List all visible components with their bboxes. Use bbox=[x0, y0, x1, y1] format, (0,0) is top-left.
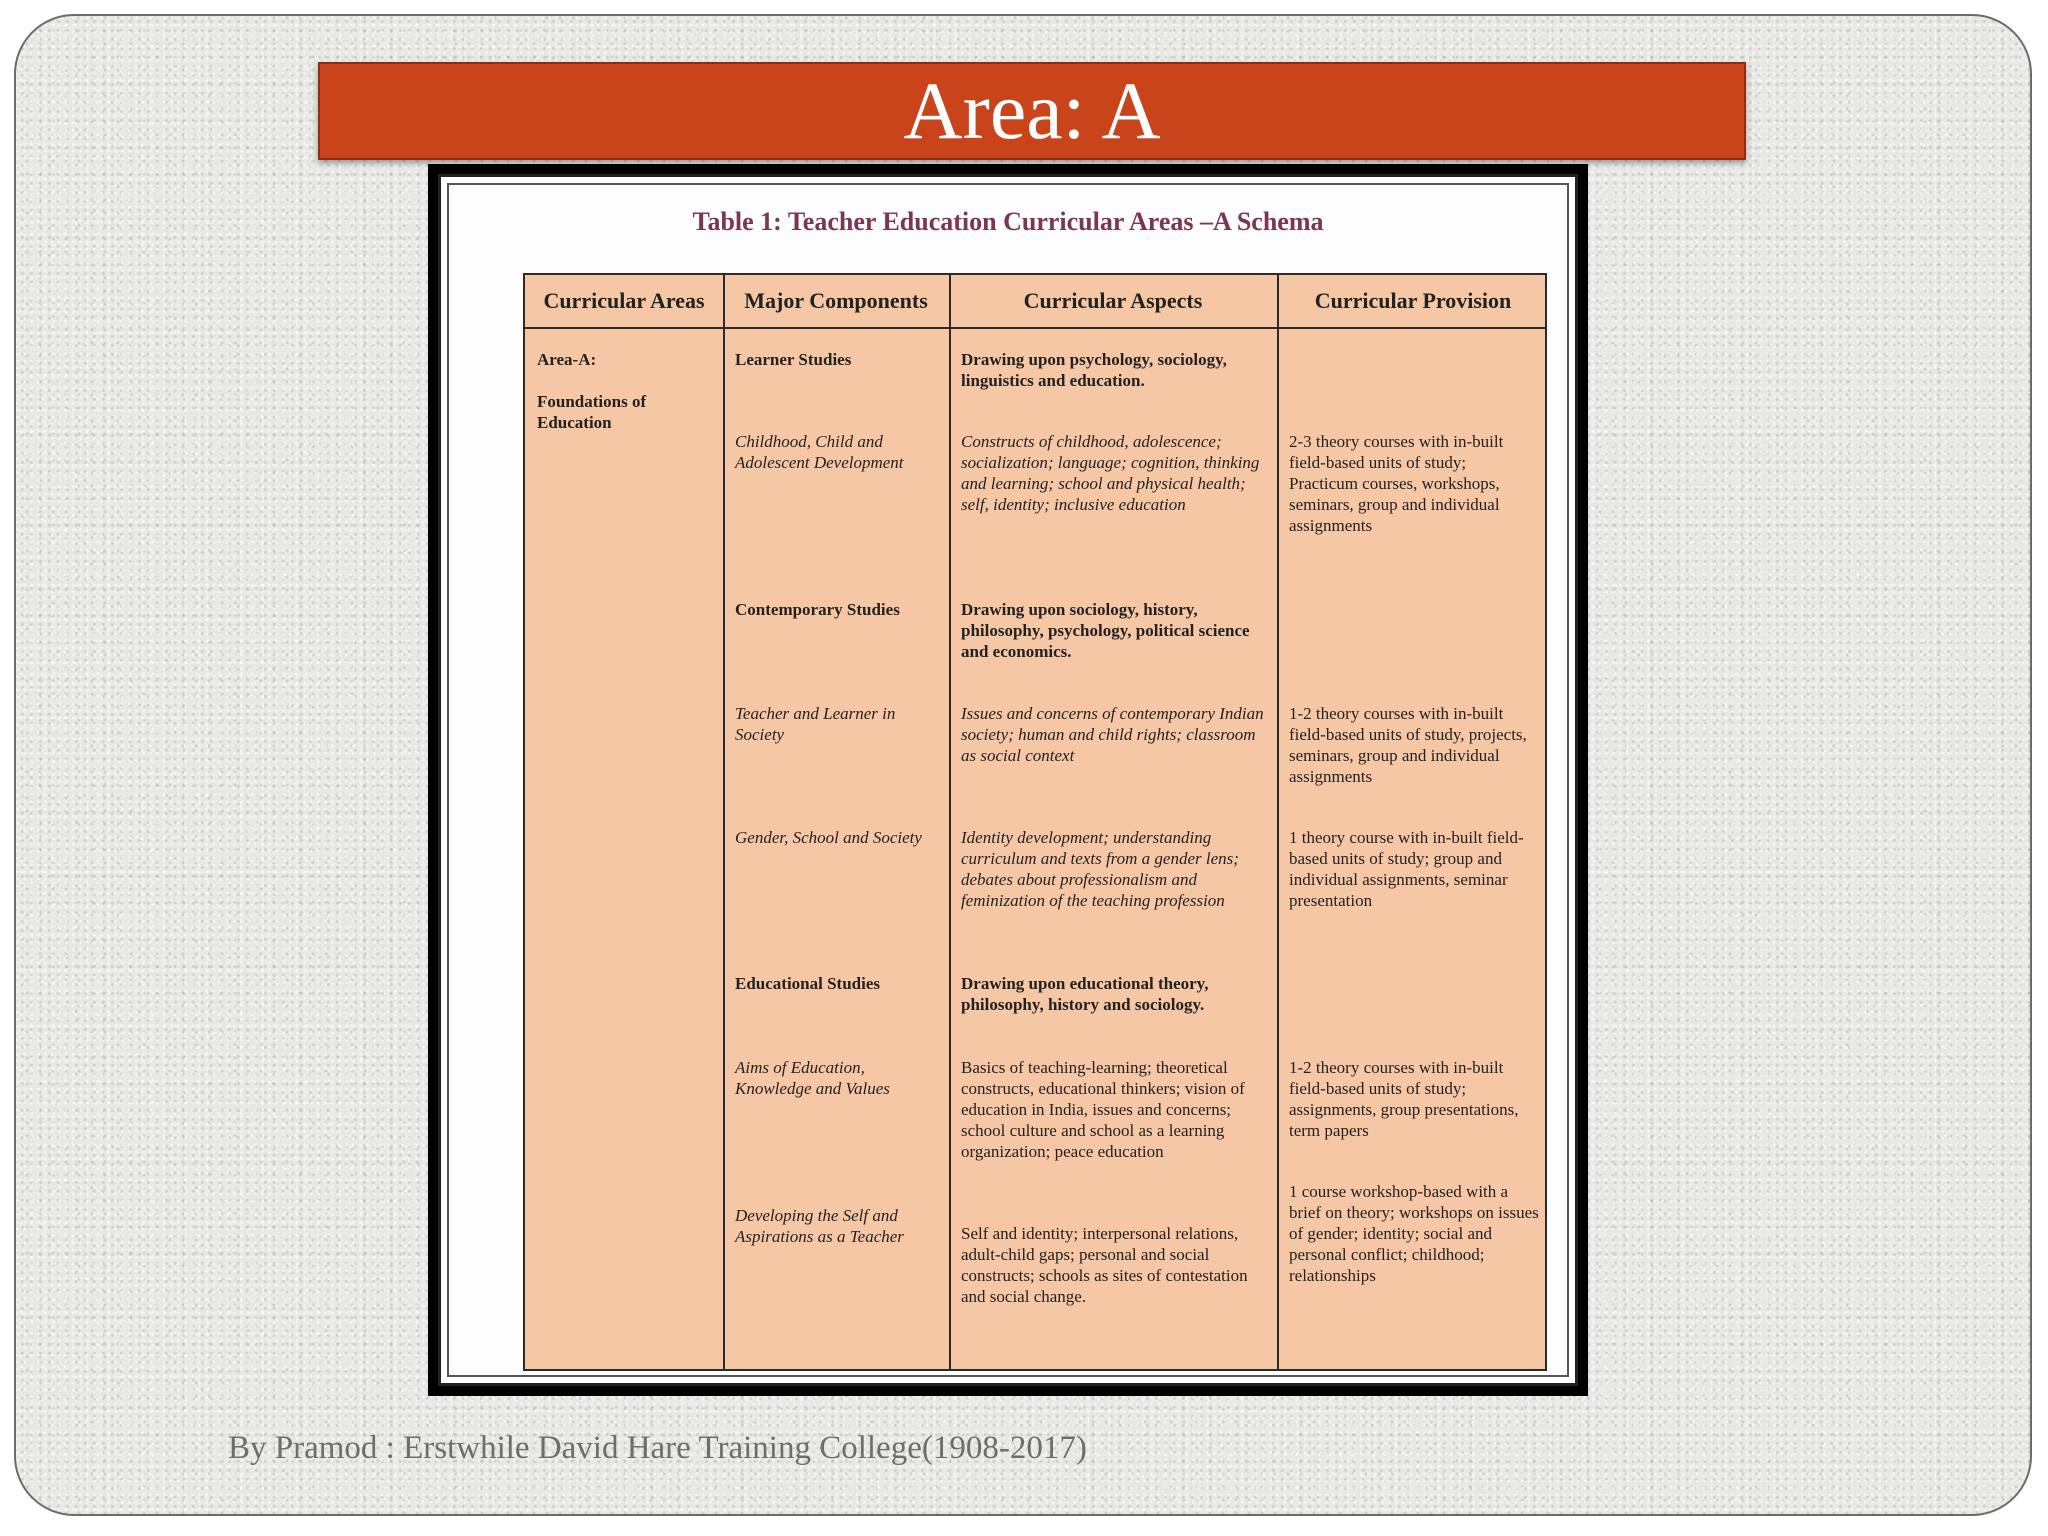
area-label: Area-A: bbox=[537, 350, 597, 369]
table-row-3-provision: 1-2 theory courses with in-built field-based units of study, projects, seminars, group and individual assignments bbox=[1289, 704, 1527, 786]
table-caption: Table 1: Teacher Education Curricular Areas –A Schema bbox=[692, 207, 1324, 236]
slide-title: Area: A bbox=[903, 65, 1161, 156]
table-row-7-provision: 1 course workshop-based with a brief on theory; workshops on issues of gender; identity; social and personal conflict; childhood; relationships bbox=[1289, 1182, 1539, 1285]
table-row-6-component: Aims of Education, Knowledge and Values bbox=[735, 1058, 890, 1098]
table-row-0-aspects: Drawing upon psychology, sociology, linguistics and education. bbox=[961, 350, 1227, 390]
header-curricular-areas: Curricular Areas bbox=[543, 288, 705, 313]
table-row-5-aspects: Drawing upon educational theory, philosophy, history and sociology. bbox=[961, 974, 1209, 1014]
footer-credit: By Pramod : Erstwhile David Hare Training College(1908-2017) bbox=[228, 1430, 1087, 1466]
table-row-7-component: Developing the Self and Aspirations as a Teacher bbox=[735, 1206, 904, 1246]
table-row-4-aspects: Identity development; understanding curriculum and texts from a gender lens; debates about professionalism and feminization of the teaching profession bbox=[961, 828, 1239, 910]
area-name: Foundations of Education bbox=[537, 392, 647, 432]
header-major-components: Major Components bbox=[744, 288, 928, 313]
title-bar bbox=[318, 62, 1746, 160]
table-row-6-aspects: Basics of teaching-learning; theoretical constructs, educational thinkers; vision of education in India, issues and concerns; school culture and school as a learning organization; peace education bbox=[961, 1058, 1245, 1161]
table-row-7-aspects: Self and identity; interpersonal relations, adult-child gaps; personal and social constructs; schools as sites of contestation and social change. bbox=[961, 1224, 1248, 1306]
header-curricular-provision: Curricular Provision bbox=[1314, 288, 1512, 313]
header-curricular-aspects: Curricular Aspects bbox=[1023, 288, 1203, 313]
table-row-0-component: Learner Studies bbox=[735, 350, 852, 369]
table-row-5-component: Educational Studies bbox=[735, 974, 881, 993]
table-row-2-aspects: Drawing upon sociology, history, philosophy, psychology, political science and economics. bbox=[961, 600, 1250, 661]
table-row-3-component: Teacher and Learner in Society bbox=[735, 704, 896, 744]
table-row-6-provision: 1-2 theory courses with in-built field-based units of study; assignments, group presentations, term papers bbox=[1289, 1058, 1519, 1140]
table-row-4-provision: 1 theory course with in-built field-based units of study; group and individual assignments, seminar presentation bbox=[1289, 828, 1524, 910]
slide bbox=[14, 14, 2032, 1516]
table-row-4-component: Gender, School and Society bbox=[735, 828, 922, 847]
table-row-3-aspects: Issues and concerns of contemporary Indian society; human and child rights; classroom as social context bbox=[961, 704, 1264, 765]
table-image-frame bbox=[428, 164, 1588, 1396]
curriculum-table bbox=[523, 273, 1547, 1371]
table-row-2-component: Contemporary Studies bbox=[735, 600, 900, 619]
table-row-1-provision: 2-3 theory courses with in-built field-based units of study; Practicum courses, workshops, seminars, group and individual assignments bbox=[1289, 432, 1504, 535]
table-row-1-component: Childhood, Child and Adolescent Development bbox=[735, 432, 904, 472]
table-row-1-aspects: Constructs of childhood, adolescence; socialization; language; cognition, thinking and learning; school and physical health; self, identity; inclusive education bbox=[961, 432, 1260, 514]
